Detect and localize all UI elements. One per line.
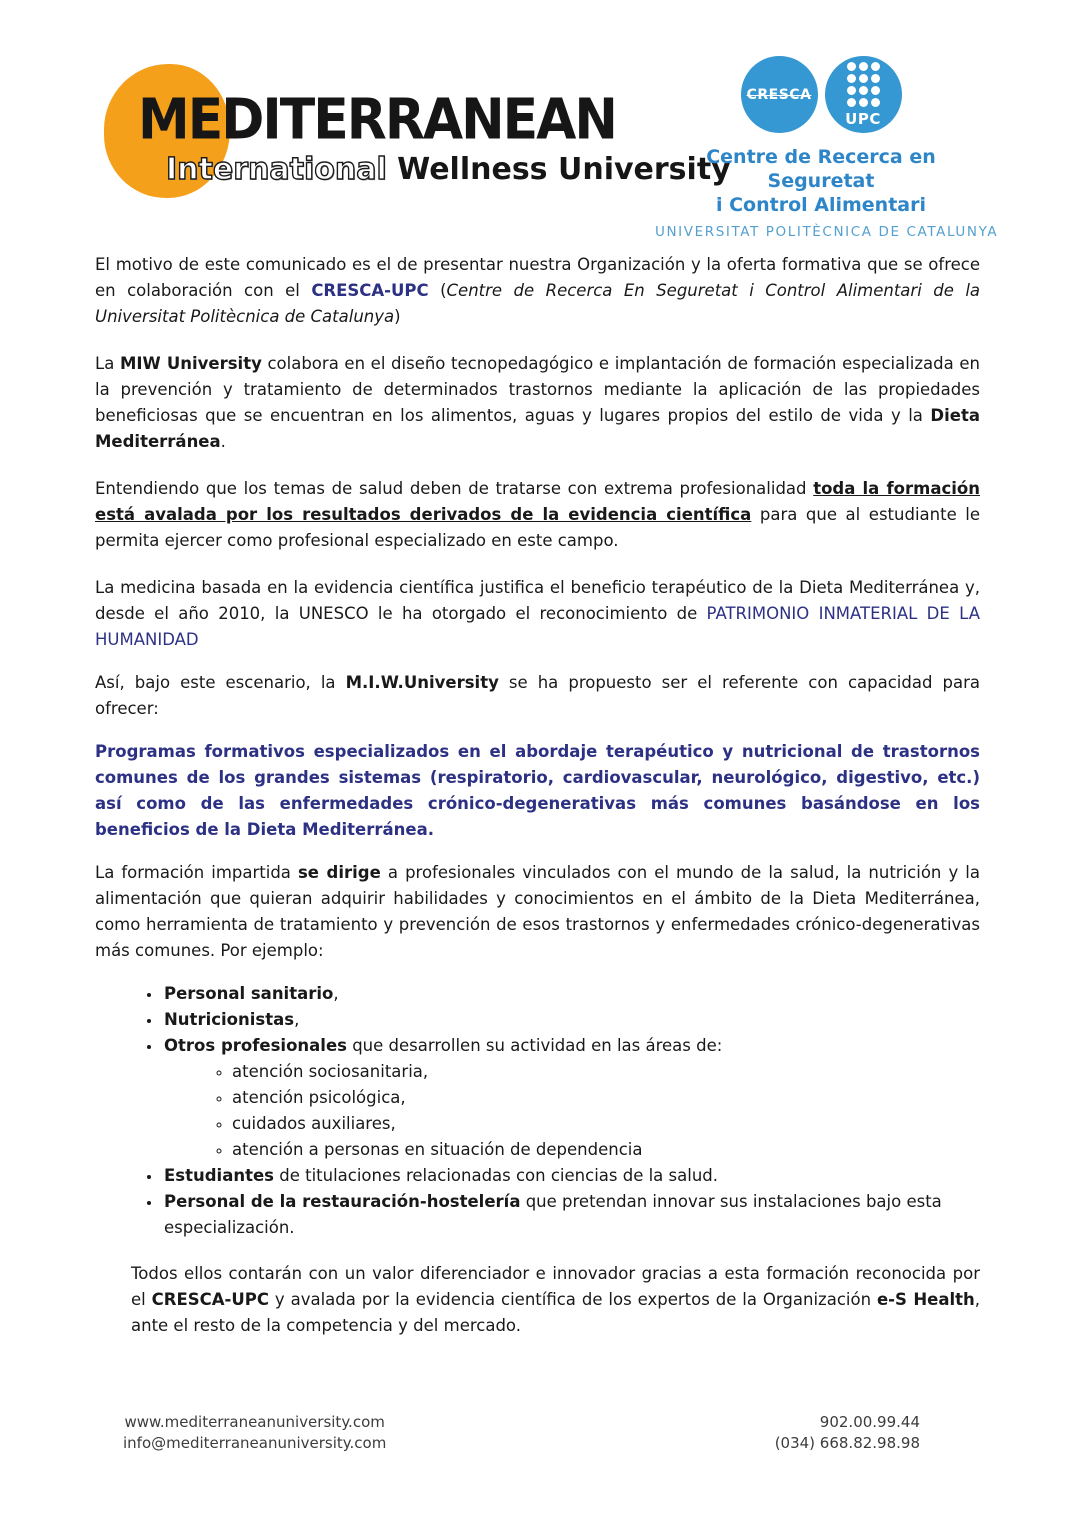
text-segment: La formación impartida <box>95 863 298 882</box>
dieta-mediterranea-bold: Dieta Mediterránea <box>95 406 980 451</box>
evidence-claim-underlined: toda la formación está avalada por los resultados derivados de la evidencia científica <box>95 479 980 524</box>
text-segment: , ante el resto de la competencia y del mercado. <box>131 1290 981 1335</box>
text-segment: a profesionales vinculados con el mundo de la salud, la nutrición y la alimentación que quieran adquirir habilidades y conocimientos en el ámbito de la Dieta Mediterránea, como herramienta de tratamiento y prevención de esos trastornos y enfermedades crónico-degenerativas más comunes. Por ejemplo: <box>95 863 980 960</box>
footer-email: info@mediterraneanuniversity.com <box>123 1434 387 1452</box>
footer-phone-1: 902.00.99.44 <box>819 1413 920 1431</box>
text-segment: para que al estudiante le permita ejercer como profesional especializado en este campo. <box>95 505 981 550</box>
cresca-name <box>655 145 987 217</box>
text-segment: ( <box>428 281 447 300</box>
list-item <box>162 1033 980 1163</box>
sublist-item: ◦ atención psicológica, <box>232 1085 980 1111</box>
audience-list <box>95 981 980 1241</box>
miw-university-bold: M.I.W.University <box>345 673 499 692</box>
sublist-item: ◦ atención a personas en situación de dependencia <box>232 1137 980 1163</box>
cresca-circle-label: CRESCA <box>746 86 812 103</box>
header <box>0 0 1075 252</box>
text-segment: y avalada por la evidencia científica de los expertos de la Organización <box>268 1290 877 1309</box>
cresca-upc-circles <box>655 56 987 133</box>
miw-university-bold: MIW University <box>119 354 262 373</box>
footer-website: www.mediterraneanuniversity.com <box>124 1413 385 1431</box>
text-segment: Así, bajo este escenario, la <box>95 673 346 692</box>
paragraph-unesco <box>95 575 980 653</box>
footer-contact-web <box>123 1412 386 1454</box>
text-segment: se ha propuesto ser el referente con capacidad para ofrecer: <box>95 673 980 718</box>
paragraph-intro <box>95 252 980 330</box>
text-segment: La medicina basada en la evidencia científica justifica el beneficio terapéutico de la Dieta Mediterránea y, desde el año 2010, la UNESCO le ha otorgado el reconocimiento de <box>95 578 980 623</box>
miw-university-logo <box>104 60 731 187</box>
miw-logo-subtitle <box>166 152 731 187</box>
se-dirige-bold: se dirige <box>297 863 381 882</box>
list-item-rest: , <box>294 1010 300 1029</box>
list-item-bold: Estudiantes <box>164 1166 274 1185</box>
list-item-bold: Personal de la restauración-hostelería <box>164 1192 521 1211</box>
text-segment: La <box>95 354 120 373</box>
sublist-item: ◦ cuidados auxiliares, <box>232 1111 980 1137</box>
paragraph-evidence <box>95 476 980 554</box>
paragraph-target-audience <box>95 860 980 964</box>
text-segment: Entendiendo que los temas de salud deben de tratarse con extrema profesionalidad <box>95 479 814 498</box>
miw-logo-subtitle-outline: International <box>166 152 387 187</box>
cresca-name-line1: Centre de Recerca en Seguretat <box>706 146 936 192</box>
cresca-upc-logo <box>655 56 999 240</box>
footer <box>95 1412 980 1454</box>
text-segment: ) <box>394 307 401 326</box>
text-segment: colabora en el diseño tecnopedagógico e implantación de formación especializada en la prevención y tratamiento de determinados trastornos mediante la aplicación de las propiedades beneficiosas que se encuentran en los alimentos, aguas y lugares propios del estilo de vida y la <box>95 354 980 425</box>
cresca-upc-bold: CRESCA-UPC <box>151 1290 269 1309</box>
miw-logo-title: MEDITERRANEAN <box>138 87 616 153</box>
list-item-rest: que desarrollen su actividad en las áreas de: <box>346 1036 723 1055</box>
letter-body <box>0 252 1075 1339</box>
list-item <box>162 1163 980 1189</box>
text-segment: El motivo de este comunicado es el de presentar nuestra Organización y la oferta formativa que se ofrece en colaboración con el <box>95 255 980 300</box>
cresca-name-line2: i Control Alimentari <box>715 194 926 216</box>
upc-circle-label: UPC <box>845 109 881 128</box>
text-segment: Todos ellos contarán con un valor diferenciador e innovador gracias a esta formación reconocida por el <box>131 1264 980 1309</box>
list-item-rest: de titulaciones relacionadas con ciencias de la salud. <box>273 1166 719 1185</box>
paragraph-scenario <box>95 670 980 722</box>
list-item <box>162 1007 980 1033</box>
paragraph-miw-collaboration <box>95 351 980 455</box>
list-item-bold: Otros profesionales <box>164 1036 347 1055</box>
upc-circle-icon <box>825 56 902 133</box>
list-item <box>162 1189 980 1241</box>
cresca-full-name-italic: Centre de Recerca En Seguretat i Control Alimentari de la Universitat Politècnica de Catalunya <box>95 281 981 326</box>
paragraph-programs-highlight: Programas formativos especializados en el abordaje terapéutico y nutricional de trastornos comunes de los grandes sistemas (respiratorio, cardiovascular, neurológico, digestivo, etc.) así como de las enfermedades crónico-degenerativas más comunes basándose en los beneficios de la Dieta Mediterránea. <box>95 742 980 839</box>
upc-dots-grid-icon <box>847 62 880 107</box>
sublist-item: ◦ atención sociosanitaria, <box>232 1059 980 1085</box>
text-segment: . <box>220 432 226 451</box>
cresca-circle-icon <box>741 56 818 133</box>
list-item <box>162 981 980 1007</box>
cresca-university-name: UNIVERSITAT POLITÈCNICA DE CATALUNYA <box>655 224 999 240</box>
list-item-bold: Personal sanitario <box>164 984 334 1003</box>
es-health-bold: e-S Health <box>876 1290 975 1309</box>
areas-sublist <box>164 1059 980 1163</box>
footer-contact-phone <box>775 1412 920 1454</box>
list-item-rest: que pretendan innovar sus instalaciones bajo esta especialización. <box>164 1192 942 1237</box>
cresca-upc-brand: CRESCA-UPC <box>311 281 429 300</box>
patrimonio-navy-text: PATRIMONIO INMATERIAL DE LA HUMANIDAD <box>95 604 980 649</box>
list-item-rest: , <box>333 984 339 1003</box>
list-item-bold: Nutricionistas <box>164 1010 295 1029</box>
miw-logo-subtitle-solid: Wellness University <box>386 152 731 187</box>
footer-phone-2: (034) 668.82.98.98 <box>774 1434 920 1452</box>
paragraph-closing <box>131 1261 980 1339</box>
